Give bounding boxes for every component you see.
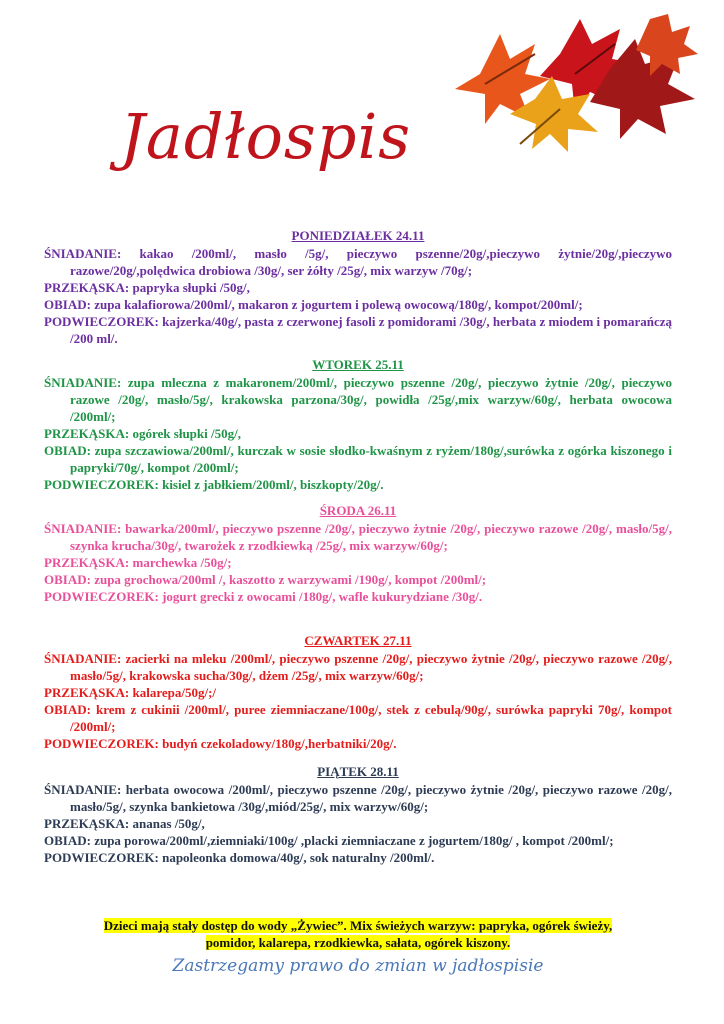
meal-lunch: OBIAD: zupa kalafiorowa/200ml/, makaron z jogurtem i polewą owocową/180g/, kompot/200ml/; (44, 297, 583, 312)
meal-afternoon-snack: PODWIECZOREK: budyń czekoladowy/180g/,herbatniki/20g/. (44, 736, 397, 751)
note-line-2: pomidor, kalarepa, rzodkiewka, sałata, ogórek kiszony. (205, 935, 511, 950)
day-wednesday (44, 503, 672, 605)
meal-snack: PRZEKĄSKA: kalarepa/50g/;/ (44, 685, 217, 700)
day-monday (44, 228, 672, 347)
meal-breakfast: ŚNIADANIE: herbata owocowa /200ml/, pieczywo pszenne /20g/, pieczywo żytnie /20g/, pieczywo razowe /20g/, masło/5g/, szynka bankietowa /30g/,miód/25g/, mix warzyw/60g/; (44, 782, 672, 814)
page-title: Jadłospis (120, 100, 412, 173)
meal-lunch: OBIAD: zupa grochowa/200ml /, kaszotto z warzywami /190g/, kompot /200ml/; (44, 572, 487, 587)
day-heading-tuesday: WTOREK 25.11 (312, 357, 404, 372)
meal-afternoon-snack: PODWIECZOREK: jogurt grecki z owocami /180g/, wafle kukurydziane /30g/. (44, 589, 483, 604)
meal-lunch: OBIAD: zupa szczawiowa/200ml/, kurczak w sosie słodko-kwaśnym z ryżem/180g/,surówka z ogórka kiszonego i papryki/70g/, kompot /200ml/; (44, 443, 672, 475)
day-heading-thursday: CZWARTEK 27.11 (304, 633, 412, 648)
meal-afternoon-snack: PODWIECZOREK: napoleonka domowa/40g/, sok naturalny /200ml/. (44, 850, 435, 865)
meal-breakfast: ŚNIADANIE: kakao /200ml/, masło /5g/, pieczywo pszenne/20g/,pieczywo żytnie/20g/,pieczywo razowe/20g/,polędwica drobiowa /30g/, ser żółty /25g/, mix warzyw /70g/; (44, 246, 672, 278)
meal-afternoon-snack: PODWIECZOREK: kisiel z jabłkiem/200ml/, biszkopty/20g/. (44, 477, 384, 492)
meal-afternoon-snack: PODWIECZOREK: kajzerka/40g/, pasta z czerwonej fasoli z pomidorami /30g/, herbata z miodem i pomarańczą /200 ml/. (44, 314, 672, 346)
menu-list (44, 228, 672, 866)
day-friday (44, 764, 672, 866)
note-line-1: Dzieci mają stały dostęp do wody „Żywiec”. Mix świeżych warzyw: papryka, ogórek świeży, (103, 918, 613, 933)
meal-breakfast: ŚNIADANIE: zacierki na mleku /200ml/, pieczywo pszenne /20g/, pieczywo żytnie /20g/, pieczywo razowe /20g/, masło/5g/, krakowska sucha/30g/, dżem /25g/, mix warzyw/60g/; (44, 651, 672, 683)
meal-breakfast: ŚNIADANIE: zupa mleczna z makaronem/200ml/, pieczywo pszenne /20g/, pieczywo żytnie /20g/, pieczywo razowe /20g/, masło/5g/, krakowska parzona/30g/, powidła /25g/,mix warzyw/60g/, herbata owocowa /200ml/; (44, 375, 672, 424)
footer-disclaimer: Zastrzegamy prawo do zmian w jadłospisie (172, 956, 544, 976)
meal-snack: PRZEKĄSKA: papryka słupki /50g/, (44, 280, 250, 295)
meal-breakfast: ŚNIADANIE: bawarka/200ml/, pieczywo pszenne /20g/, pieczywo żytnie /20g/, pieczywo razowe /20g/, masło/5g/, szynka krucha/30g/, twarożek z rzodkiewką /25g/, mix warzyw/60g/; (44, 521, 672, 553)
day-heading-monday: PONIEDZIAŁEK 24.11 (291, 228, 425, 243)
meal-lunch: OBIAD: zupa porowa/200ml/,ziemniaki/100g/ ,placki ziemniaczane z jogurtem/180g/ , kompot /200ml/; (44, 833, 614, 848)
autumn-leaves-icon (440, 14, 700, 154)
day-heading-wednesday: ŚRODA 26.11 (319, 503, 397, 518)
day-tuesday (44, 357, 672, 493)
meal-snack: PRZEKĄSKA: ogórek słupki /50g/, (44, 426, 241, 441)
meal-snack: PRZEKĄSKA: ananas /50g/, (44, 816, 205, 831)
day-heading-friday: PIĄTEK 28.11 (317, 764, 399, 779)
day-thursday (44, 633, 672, 752)
water-vegetables-note (44, 917, 672, 951)
meal-lunch: OBIAD: krem z cukinii /200ml/, puree ziemniaczane/100g/, stek z cebulą/90g/, surówka papryki 70g/, kompot /200ml/; (44, 702, 672, 734)
meal-snack: PRZEKĄSKA: marchewka /50g/; (44, 555, 232, 570)
